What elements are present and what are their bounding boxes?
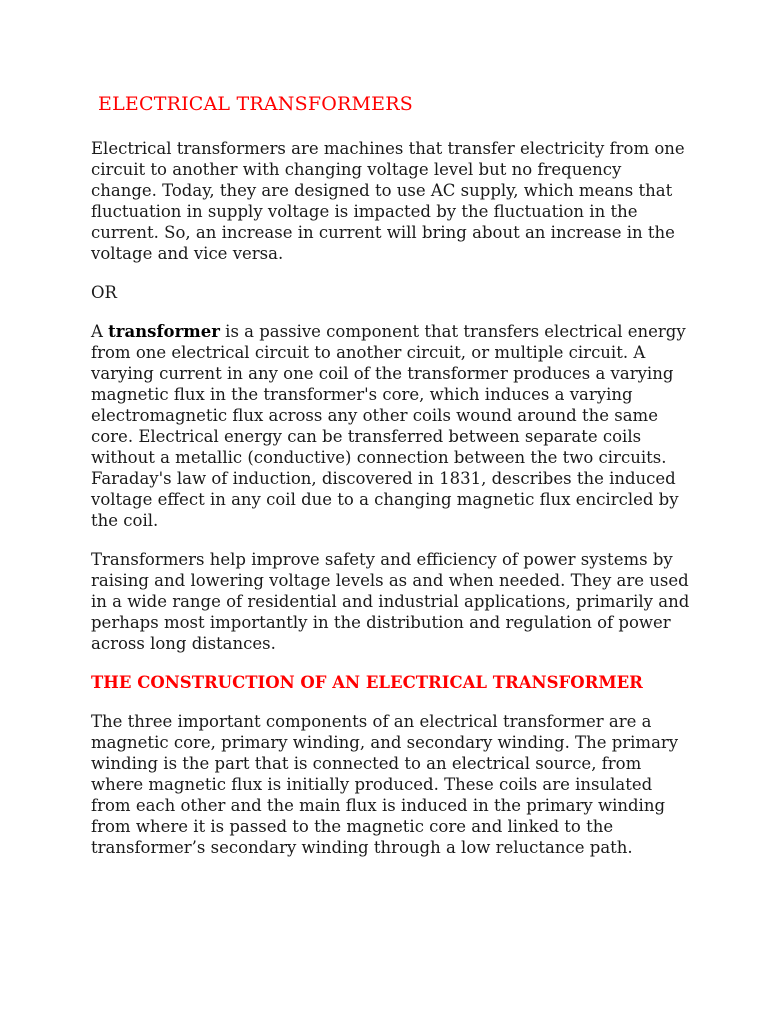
or-separator: OR [91,283,117,302]
document-title: ELECTRICAL TRANSFORMERS [98,93,413,115]
benefits-paragraph: Transformers help improve safety and efficiency of power systems by raising and lowering voltage levels as and when needed. They are used in a wide range of residential and industrial applications, primarily and perhaps most importantly in the distribution and regulation of power across long distances. [91,550,690,653]
transformer-definition-paragraph [91,321,691,531]
definition-lead-text: A [91,322,109,341]
intro-paragraph: Electrical transformers are machines that transfer electricity from one circuit to another with changing voltage level but no frequency change. Today, they are designed to use AC supply, which means that fluctuation in supply voltage is impacted by the fluctuation in the current. So, an increase in current will bring about an increase in the voltage and vice versa. [91,139,685,263]
definition-body-text: is a passive component that transfers electrical energy from one electrical circuit to another circuit, or multiple circuit. A varying current in any one coil of the transformer produces a varying magnetic flux in the transformer's core, which induces a varying electromagnetic flux across any other coils wound around the same core. Electrical energy can be transferred between separate coils without a metallic (conductive) connection between the two circuits. Faraday's law of induction, discovered in 1831, describes the induced voltage effect in any coil due to a changing magnetic flux encircled by the coil. [91,322,686,530]
construction-section-heading: THE CONSTRUCTION OF AN ELECTRICAL TRANSFORMER [91,673,643,692]
document-page [91,92,691,876]
transformer-bold-term: transformer [108,322,220,341]
construction-paragraph: The three important components of an electrical transformer are a magnetic core, primary winding, and secondary winding. The primary winding is the part that is connected to an electrical source, from where magnetic flux is initially produced. These coils are insulated from each other and the main flux is induced in the primary winding from where it is passed to the magnetic core and linked to the transformer’s secondary winding through a low reluctance path. [91,712,679,857]
